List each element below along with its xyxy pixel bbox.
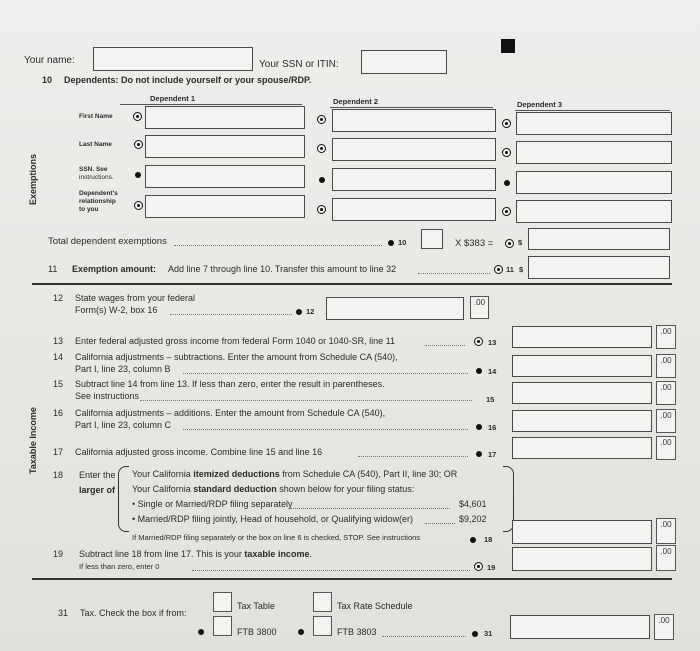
dep1-last-name-field[interactable] <box>145 135 305 158</box>
bullet-icon <box>472 631 478 637</box>
ftb3800-label: FTB 3800 <box>237 627 277 637</box>
dep3-last-name-field[interactable] <box>516 141 672 164</box>
dependent-2-heading: Dependent 2 <box>333 97 379 106</box>
tax-amount-field[interactable] <box>510 615 650 639</box>
line-31-number: 31 <box>58 608 69 618</box>
line-15-number: 15 <box>53 379 64 389</box>
line-13-ref: 13 <box>488 338 497 347</box>
ftb3800-checkbox[interactable] <box>213 616 232 636</box>
line-16-number: 16 <box>53 408 64 418</box>
bullet-icon <box>135 172 141 178</box>
standard-option: Your California standard deduction shown below for your filing status: <box>132 484 415 494</box>
bullet-icon <box>476 424 482 430</box>
required-marker-icon <box>494 265 503 274</box>
dollar-sign: $ <box>519 265 524 274</box>
line-19-number: 19 <box>53 549 64 559</box>
line-16-text-1: California adjustments – additions. Enter the amount from Schedule CA (540), <box>75 408 386 418</box>
required-marker-icon <box>502 207 511 216</box>
bullet-icon <box>319 177 325 183</box>
required-marker-icon <box>502 119 511 128</box>
line-17-cents: .00 <box>656 436 676 460</box>
relationship-label-1: Dependent's <box>79 190 118 197</box>
line-12-text-2: Form(s) W-2, box 16 <box>75 305 158 315</box>
required-marker-icon <box>317 144 326 153</box>
line-14-cents: .00 <box>656 354 676 378</box>
line-17-text: California adjusted gross income. Combine line 15 and line 16 <box>75 447 323 457</box>
dependent-3-heading: Dependent 3 <box>517 100 563 109</box>
bullet-icon <box>470 537 476 543</box>
ftb3803-checkbox[interactable] <box>313 616 332 636</box>
enter-the-label: Enter the <box>79 470 116 480</box>
line-16-cents: .00 <box>656 409 676 433</box>
line-16-ref: 16 <box>488 423 497 432</box>
exemptions-section-label: Exemptions <box>28 153 38 205</box>
dependents-title: Dependents: Do not include yourself or your spouse/RDP. <box>64 75 312 85</box>
exemption-amount-field[interactable] <box>528 256 670 279</box>
bullet-icon <box>504 180 510 186</box>
ssn-field[interactable] <box>361 50 447 74</box>
bullet-icon <box>298 629 304 635</box>
dep2-relationship-field[interactable] <box>332 198 496 221</box>
required-marker-icon <box>317 115 326 124</box>
line-14-text-2: Part I, line 23, column B <box>75 364 171 374</box>
line-13-text: Enter federal adjusted gross income from federal Form 1040 or 1040-SR, line 11 <box>75 336 395 346</box>
dep3-first-name-field[interactable] <box>516 112 672 135</box>
bullet-icon <box>388 240 394 246</box>
bullet-icon <box>476 451 482 457</box>
last-name-label: Last Name <box>79 141 112 148</box>
ssn-label: Your SSN or ITIN: <box>259 59 339 70</box>
dependent-1-heading: Dependent 1 <box>150 94 196 103</box>
dependent-count-field[interactable] <box>421 229 443 249</box>
required-marker-icon <box>474 562 483 571</box>
joint-filing-status: • Married/RDP filing jointly, Head of household, or Qualifying widow(er) <box>132 514 413 524</box>
your-name-label: Your name: <box>24 55 75 66</box>
bullet-icon <box>476 368 482 374</box>
total-exemptions-amount-field[interactable] <box>528 228 670 250</box>
line-17-ref: 17 <box>488 450 497 459</box>
line-11-ref: 11 <box>506 265 514 274</box>
dep2-first-name-field[interactable] <box>332 109 496 132</box>
deduction-amount-field[interactable] <box>512 520 652 544</box>
line-11-number: 11 <box>48 264 58 274</box>
line-31-cents: .00 <box>654 614 674 640</box>
dep2-ssn-field[interactable] <box>332 168 496 191</box>
line-15-amount-field[interactable] <box>512 382 652 404</box>
line-14-ref: 14 <box>488 367 497 376</box>
state-wages-field[interactable] <box>326 297 464 320</box>
required-marker-icon <box>133 112 142 121</box>
left-brace <box>118 466 129 532</box>
taxable-income-section-label: Taxable Income <box>28 407 38 474</box>
joint-standard-amount: $9,202 <box>459 514 487 524</box>
line-13-number: 13 <box>53 336 64 346</box>
exemption-amount-label: Exemption amount: <box>72 264 157 274</box>
tax-rate-schedule-checkbox[interactable] <box>313 592 332 612</box>
line-19-ref: 19 <box>487 563 496 572</box>
line-18-ref: 18 <box>484 535 493 544</box>
dep3-relationship-field[interactable] <box>516 200 672 223</box>
line-15-text-2: See instructions <box>75 391 140 401</box>
line-12-text-1: State wages from your federal <box>75 293 196 303</box>
line-15-text-1: Subtract line 14 from line 13. If less than zero, enter the result in parentheses. <box>75 379 385 389</box>
dep1-ssn-field[interactable] <box>145 165 305 188</box>
ca-subtractions-field[interactable] <box>512 355 652 377</box>
required-marker-icon <box>134 140 143 149</box>
line-14-number: 14 <box>53 352 64 362</box>
line-11-text: Add line 7 through line 10. Transfer this amount to line 32 <box>168 264 397 274</box>
required-marker-icon <box>134 201 143 210</box>
required-marker-icon <box>317 205 326 214</box>
dep1-relationship-field[interactable] <box>145 195 305 218</box>
line-15-cents: .00 <box>656 381 676 405</box>
required-marker-icon <box>502 148 511 157</box>
bullet-icon <box>198 629 204 635</box>
dollar-sign: $ <box>518 238 523 247</box>
ca-additions-field[interactable] <box>512 410 652 432</box>
itemized-option: Your California itemized deductions from Schedule CA (540), Part II, line 30; OR <box>132 469 458 479</box>
dep2-last-name-field[interactable] <box>332 138 496 161</box>
relationship-label-3: to you <box>79 206 99 213</box>
ssn-row-label-2: instructions. <box>79 174 114 181</box>
line-31-label: Tax. Check the box if from: <box>80 608 187 618</box>
tax-table-checkbox[interactable] <box>213 592 232 612</box>
line-19-text: Subtract line 18 from line 17. This is your taxable income. <box>79 549 312 559</box>
line-18-cents: .00 <box>656 518 676 544</box>
tax-table-label: Tax Table <box>237 601 275 611</box>
first-name-label: First Name <box>79 113 113 120</box>
line-15-ref: 15 <box>486 395 495 404</box>
larger-of-label: larger of <box>79 485 116 495</box>
federal-agi-field[interactable] <box>512 326 652 348</box>
ca-agi-field[interactable] <box>512 437 652 459</box>
line-12-ref: 12 <box>306 307 315 316</box>
line-16-text-2: Part I, line 23, column C <box>75 420 172 430</box>
required-marker-icon <box>474 337 483 346</box>
exemption-multiplier: X $383 = <box>455 238 494 249</box>
line-10-number: 10 <box>42 75 53 85</box>
ftb3803-label: FTB 3803 <box>337 627 377 637</box>
taxable-income-field[interactable] <box>512 547 652 571</box>
relationship-label-2: relationship <box>79 198 116 205</box>
ssn-row-label-1: SSN. See <box>79 166 108 173</box>
dep1-first-name-field[interactable] <box>145 106 305 129</box>
line-10-ref: 10 <box>398 238 407 247</box>
line-18-note: If Married/RDP filing separately or the box on line 6 is checked, STOP. See instructions <box>132 533 421 542</box>
total-exemptions-label: Total dependent exemptions <box>48 236 167 247</box>
line-31-ref: 31 <box>484 629 493 638</box>
line-19-cents: .00 <box>656 545 676 571</box>
line-19-text-2: If less than zero, enter 0 <box>79 562 160 571</box>
dep3-ssn-field[interactable] <box>516 171 672 194</box>
line-12-cents: .00 <box>470 296 489 319</box>
required-marker-icon <box>505 239 514 248</box>
tax-rate-schedule-label: Tax Rate Schedule <box>337 601 413 611</box>
single-filing-status: • Single or Married/RDP filing separately <box>132 499 293 509</box>
form-marker <box>501 39 515 53</box>
line-12-number: 12 <box>53 293 64 303</box>
single-standard-amount: $4,601 <box>459 499 487 509</box>
your-name-field[interactable] <box>93 47 253 71</box>
line-17-number: 17 <box>53 447 64 457</box>
line-13-cents: .00 <box>656 325 676 349</box>
line-18-number: 18 <box>53 470 64 480</box>
line-14-text-1: California adjustments – subtractions. Enter the amount from Schedule CA (540), <box>75 352 398 362</box>
bullet-icon <box>296 309 302 315</box>
